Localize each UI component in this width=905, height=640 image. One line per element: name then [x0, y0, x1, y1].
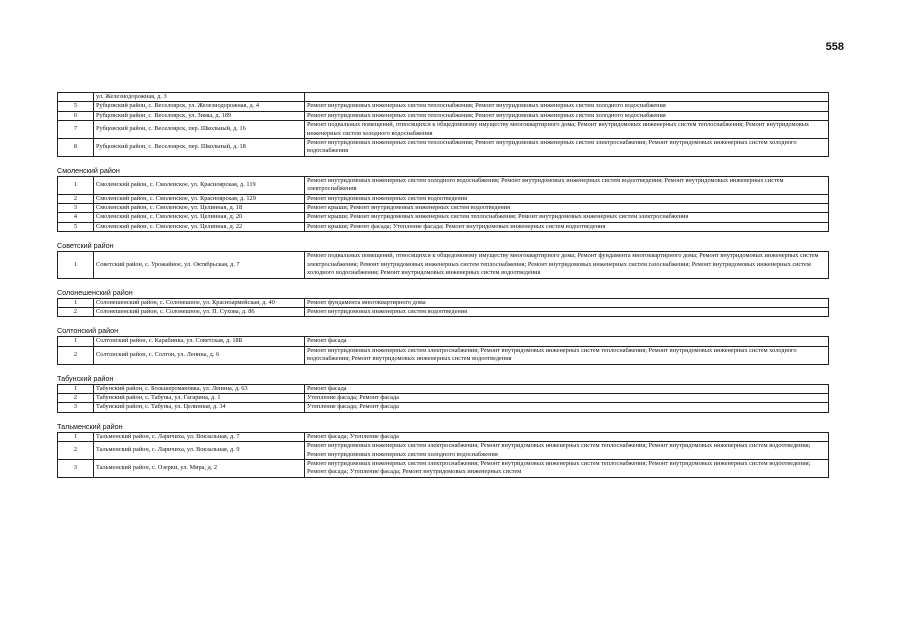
table-row	[58, 393, 829, 402]
address-cell: Табунский район, с. Табуны, ул. Целинная, д. 34	[94, 403, 305, 412]
works-cell: Ремонт внутридомовых инженерных систем электроснабжения; Ремонт внутридомовых инженерных систем теплоснабжения; Ремонт внутридомовых инженерных систем холодного водоснабжения; Ремонт внутридомовых инженерных систем водоотведения	[305, 346, 829, 364]
table-row	[58, 252, 829, 278]
table-row	[58, 442, 829, 460]
district-heading: Солтонский район	[57, 326, 119, 336]
works-cell: Утепление фасада; Ремонт фасада	[305, 393, 829, 402]
row-number-cell: 2	[58, 442, 94, 460]
table-row	[58, 346, 829, 364]
address-cell: Советский район, с. Урожайное, ул. Октябрьская, д. 7	[94, 252, 305, 278]
district-table	[57, 298, 829, 318]
address-cell: Смоленский район, с. Смоленское, ул. Красноярская, д. 129	[94, 194, 305, 203]
address-cell: Смоленский район, с. Смоленское, ул. Красноярская, д. 119	[94, 176, 305, 194]
row-number-cell: 2	[58, 307, 94, 316]
row-number-cell: 1	[58, 298, 94, 307]
address-cell: Рубцовский район, с. Веселоярск, ул. Зимы, д. 189	[94, 111, 305, 120]
table-row	[58, 194, 829, 203]
table-row	[58, 307, 829, 316]
address-cell: Солтонский район, с. Солтон, ул. Ленина, д. 6	[94, 346, 305, 364]
table-row	[58, 139, 829, 157]
works-cell: Ремонт крыши; Ремонт фасада; Утепление фасада; Ремонт внутридомовых инженерных систем водоотведения	[305, 222, 829, 231]
row-number-cell: 1	[58, 337, 94, 346]
table-row	[58, 121, 829, 139]
works-cell: Ремонт подвальных помещений, относящихся к общедомовому имуществу многоквартирного дома; Ремонт внутридомовых инженерных систем теплоснабжения; Ремонт внутридомовых инженерных систем холодного водоснабжения	[305, 121, 829, 139]
district-heading: Табунский район	[57, 373, 114, 383]
address-cell: Солонешенский район, с. Солонешное, ул. Красноармейская, д. 40	[94, 298, 305, 307]
works-cell: Утепление фасада; Ремонт фасада	[305, 403, 829, 412]
address-cell: Рубцовский район, с. Веселоярск, пер. Школьный, д. 16	[94, 121, 305, 139]
works-cell: Ремонт крыши; Ремонт внутридомовых инженерных систем теплоснабжения; Ремонт внутридомовых инженерных систем электроснабжения	[305, 213, 829, 222]
works-cell: Ремонт внутридомовых инженерных систем водоотведения	[305, 307, 829, 316]
row-number-cell: 3	[58, 403, 94, 412]
document-body	[57, 92, 829, 478]
works-cell: Ремонт внутридомовых инженерных систем электроснабжения; Ремонт внутридомовых инженерных систем теплоснабжения; Ремонт внутридомовых инженерных систем водоотведения; Ремонт внутридомовых инженерных систем холодного водоснабжения	[305, 442, 829, 460]
works-cell: Ремонт подвальных помещений, относящихся к общедомовому имуществу многоквартирного дома; Ремонт фундамента многоквартирного дома; Ремонт внутридомовых инженерных систем электроснабжения; Ремонт внутридомовых инженерных систем теплоснабжения; Ремонт внутридомовых инженерных систем газоснабжения; Ремонт внутридомовых инженерных систем холодного водоснабжения; Ремонт внутридомовых инженерных систем водоотведения	[305, 252, 829, 278]
address-cell: Тальменский район, с. Озерки, ул. Мира, д. 2	[94, 459, 305, 477]
page-number: 558	[825, 41, 844, 53]
row-number-cell: 1	[58, 384, 94, 393]
district-table	[57, 92, 829, 157]
row-number-cell: 2	[58, 346, 94, 364]
table-row	[58, 384, 829, 393]
row-number-cell: 3	[58, 459, 94, 477]
district-table	[57, 432, 829, 478]
row-number-cell: 6	[58, 111, 94, 120]
row-number-cell: 2	[58, 393, 94, 402]
works-cell: Ремонт внутридомовых инженерных систем теплоснабжения; Ремонт внутридомовых инженерных систем холодного водоснабжения	[305, 102, 829, 111]
address-cell: Рубцовский район, с. Веселоярск, пер. Школьный, д. 18	[94, 139, 305, 157]
address-cell: Рубцовский район, с. Веселоярск, ул. Железнодорожная, д. 4	[94, 102, 305, 111]
table-row	[58, 93, 829, 102]
row-number-cell: 4	[58, 213, 94, 222]
table-row	[58, 432, 829, 441]
row-number-cell	[58, 93, 94, 102]
row-number-cell: 1	[58, 432, 94, 441]
address-cell: Смоленский район, с. Смоленское, ул. Целинная, д. 22	[94, 222, 305, 231]
district-heading: Тальменский район	[57, 421, 123, 431]
address-cell: Табунский район, с. Большеромановка, ул. Ленина, д. 63	[94, 384, 305, 393]
table-row	[58, 213, 829, 222]
district-heading: Солонешенский район	[57, 287, 133, 297]
address-cell: Табунский район, с. Табуны, ул. Гагарина, д. 1	[94, 393, 305, 402]
table-row	[58, 102, 829, 111]
works-cell: Ремонт внутридомовых инженерных систем холодного водоснабжения; Ремонт внутридомовых инженерных систем водоотведения; Ремонт внутридомовых инженерных систем электроснабжения	[305, 176, 829, 194]
works-cell: Ремонт внутридомовых инженерных систем теплоснабжения; Ремонт внутридомовых инженерных систем электроснабжения; Ремонт внутридомовых инженерных систем холодного водоснабжения	[305, 139, 829, 157]
works-cell: Ремонт фасада	[305, 337, 829, 346]
row-number-cell: 5	[58, 102, 94, 111]
row-number-cell: 7	[58, 121, 94, 139]
table-row	[58, 176, 829, 194]
works-cell: Ремонт внутридомовых инженерных систем электроснабжения; Ремонт внутридомовых инженерных систем теплоснабжения; Ремонт внутридомовых инженерных систем водоотведения; Ремонт фасада; Утепление фасада; Ремонт внутридомовых инженерных систем	[305, 459, 829, 477]
table-row	[58, 403, 829, 412]
address-cell: Солтонский район, с. Карабинка, ул. Советская, д. 18Б	[94, 337, 305, 346]
address-cell: ул. Железнодорожная, д. 3	[94, 93, 305, 102]
address-cell: Солонешенский район, с. Солонешное, ул. П. Сухова, д. 86	[94, 307, 305, 316]
district-heading: Советский район	[57, 241, 114, 251]
row-number-cell: 1	[58, 252, 94, 278]
works-cell: Ремонт внутридомовых инженерных систем теплоснабжения; Ремонт внутридомовых инженерных систем холодного водоснабжения	[305, 111, 829, 120]
district-heading: Смоленский район	[57, 165, 120, 175]
works-cell: Ремонт фасада	[305, 384, 829, 393]
table-row	[58, 298, 829, 307]
district-table	[57, 176, 829, 232]
table-row	[58, 337, 829, 346]
address-cell: Смоленский район, с. Смоленское, ул. Целинная, д. 20	[94, 213, 305, 222]
works-cell: Ремонт фундамента многоквартирного дома	[305, 298, 829, 307]
row-number-cell: 2	[58, 194, 94, 203]
address-cell: Смоленский район, с. Смоленское, ул. Целинная, д. 18	[94, 204, 305, 213]
works-cell: Ремонт внутридомовых инженерных систем водоотведения	[305, 194, 829, 203]
works-cell	[305, 93, 829, 102]
row-number-cell: 5	[58, 222, 94, 231]
table-row	[58, 459, 829, 477]
address-cell: Тальменский район, с. Ларичиха, ул. Вокзальная, д. 9	[94, 442, 305, 460]
table-row	[58, 111, 829, 120]
works-cell: Ремонт фасада; Утепление фасада	[305, 432, 829, 441]
row-number-cell: 3	[58, 204, 94, 213]
row-number-cell: 8	[58, 139, 94, 157]
district-table	[57, 384, 829, 413]
district-table	[57, 251, 829, 278]
works-cell: Ремонт крыши; Ремонт внутридомовых инженерных систем водоотведения	[305, 204, 829, 213]
table-row	[58, 204, 829, 213]
row-number-cell: 1	[58, 176, 94, 194]
district-table	[57, 336, 829, 364]
address-cell: Тальменский район, с. Ларичиха, ул. Вокзальная, д. 7	[94, 432, 305, 441]
table-row	[58, 222, 829, 231]
